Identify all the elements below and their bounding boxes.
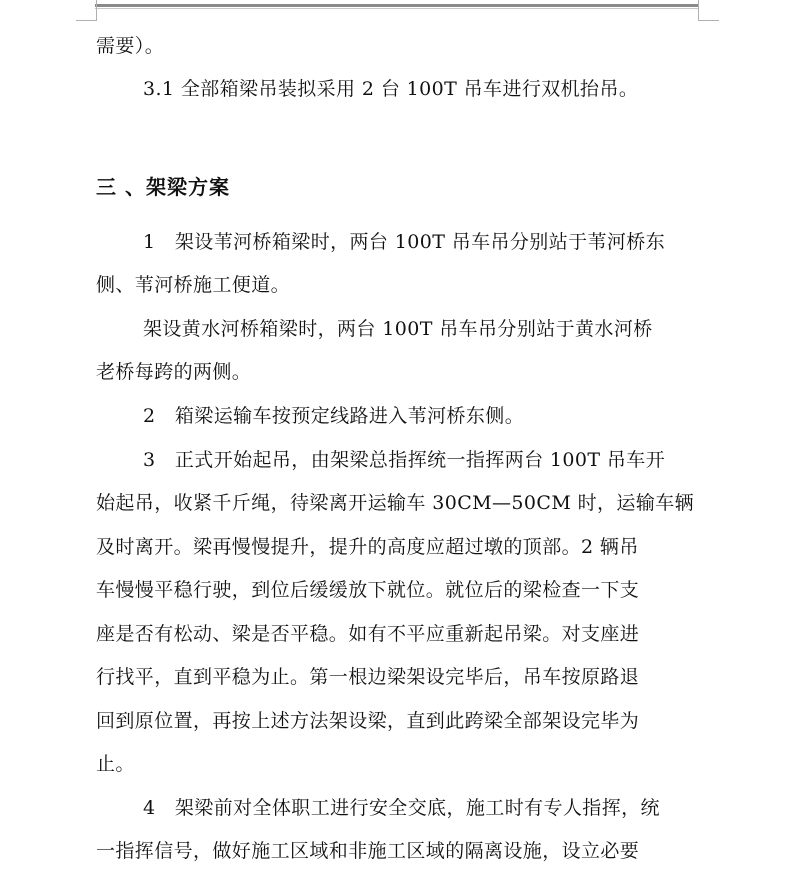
page-top-border-shadow	[95, 8, 698, 9]
text-line: 4 架梁前对全体职工进行安全交底，施工时有专人指挥，统	[143, 797, 660, 819]
text-line: 行找平，直到平稳为止。第一根边梁架设完毕后，吊车按原路退	[96, 666, 640, 688]
text-line: 需要）。	[96, 35, 165, 57]
page-top-border	[95, 4, 698, 7]
text-line: 车慢慢平稳行驶，到位后缓缓放下就位。就位后的梁检查一下支	[96, 579, 640, 601]
text-line: 2 箱梁运输车按预定线路进入苇河桥东侧。	[143, 405, 525, 427]
text-line: 老桥每跨的两侧。	[96, 361, 252, 383]
text-line: 3.1 全部箱梁吊装拟采用 2 台 100T 吊车进行双机抬吊。	[143, 78, 639, 100]
text-line: 侧、苇河桥施工便道。	[96, 274, 291, 296]
text-line: 3 正式开始起吊，由架梁总指挥统一指挥两台 100T 吊车开	[143, 449, 666, 471]
left-margin-corner-mark	[76, 0, 97, 21]
text-line: 1 架设苇河桥箱梁时，两台 100T 吊车吊分别站于苇河桥东	[143, 231, 666, 253]
text-line: 始起吊，收紧千斤绳，待梁离开运输车 30CM—50CM 时，运输车辆	[96, 492, 695, 514]
right-margin-corner-mark	[698, 0, 719, 21]
text-line: 回到原位置，再按上述方法架设梁，直到此跨梁全部架设完毕为	[96, 710, 640, 732]
text-line: 座是否有松动、梁是否平稳。如有不平应重新起吊梁。对支座进	[96, 623, 640, 645]
section-heading: 三 、架梁方案	[96, 175, 230, 199]
text-line: 架设黄水河桥箱梁时，两台 100T 吊车吊分别站于黄水河桥	[143, 318, 653, 340]
text-line: 及时离开。梁再慢慢提升，提升的高度应超过墩的顶部。2 辆吊	[96, 536, 639, 558]
text-line: 一指挥信号，做好施工区域和非施工区域的隔离设施，设立必要	[96, 840, 640, 862]
text-line: 止。	[96, 753, 135, 775]
